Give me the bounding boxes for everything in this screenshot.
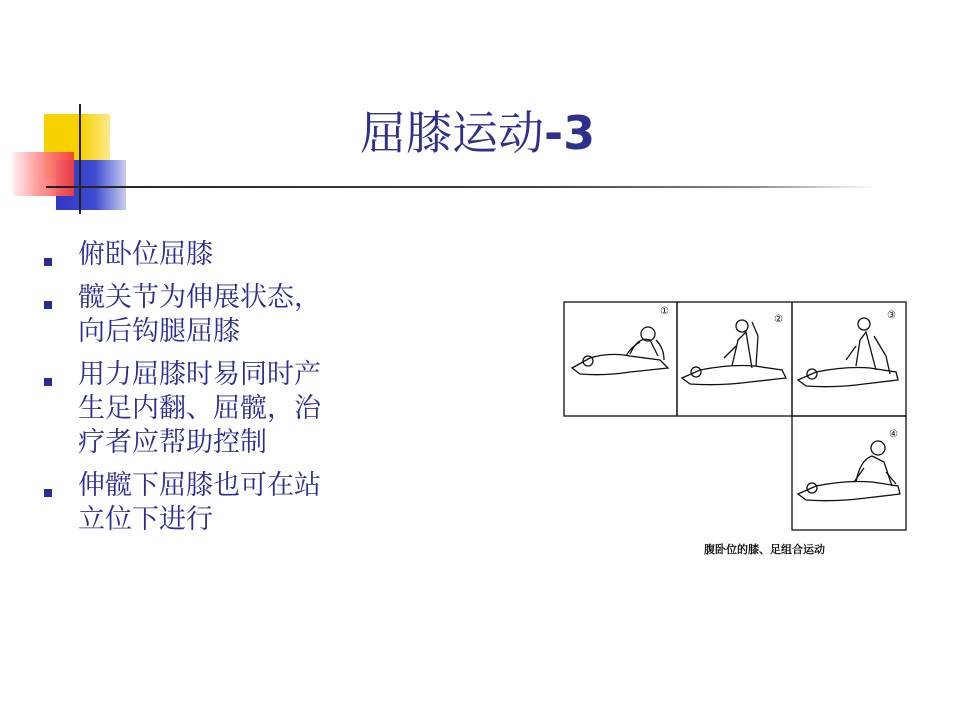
figure-panel-3: [798, 318, 898, 387]
title-text: 屈膝运动: [360, 106, 544, 160]
bullet-list: [40, 238, 380, 546]
bullet-item: [40, 469, 380, 537]
panel-number-2: ②: [774, 314, 783, 325]
title-underline-rule: [46, 186, 876, 188]
bullet-line: 髋关节为伸展状态，: [78, 282, 321, 313]
figure-panel-1: [572, 327, 668, 375]
exercise-illustration: [560, 296, 910, 566]
bullet-line: 俯卧位屈膝: [78, 239, 213, 270]
figure-panel-4: [798, 441, 900, 501]
bullet-item: [40, 358, 380, 460]
title-suffix: -3: [544, 106, 596, 160]
bullet-square-icon: [44, 301, 52, 309]
slide-title: [360, 100, 720, 170]
bullet-square-icon: [44, 258, 52, 266]
bullet-line: 伸髋下屈膝也可在站: [78, 470, 321, 501]
figure-caption: 腹卧位的膝、足组合运动: [704, 543, 825, 556]
bullet-line: 向后钩腿屈膝: [78, 316, 240, 347]
bullet-item: [40, 281, 380, 349]
bullet-line: 用力屈膝时易同时产: [78, 359, 321, 390]
figure-panel-2: [682, 320, 786, 385]
panel-number-1: ①: [660, 306, 669, 317]
bullet-line: 立位下进行: [78, 504, 213, 535]
bullet-line: 疗者应帮助控制: [78, 427, 267, 458]
bullet-square-icon: [44, 378, 52, 386]
panel-frame-1: [564, 302, 677, 416]
vertical-rule: [79, 104, 81, 214]
panel-number-4: ④: [889, 429, 898, 440]
bullet-line: 生足内翻、屈髋，治: [78, 393, 321, 424]
bullet-item: [40, 238, 380, 272]
panel-number-3: ③: [887, 310, 896, 321]
bullet-square-icon: [44, 489, 52, 497]
red-square: [12, 152, 74, 196]
